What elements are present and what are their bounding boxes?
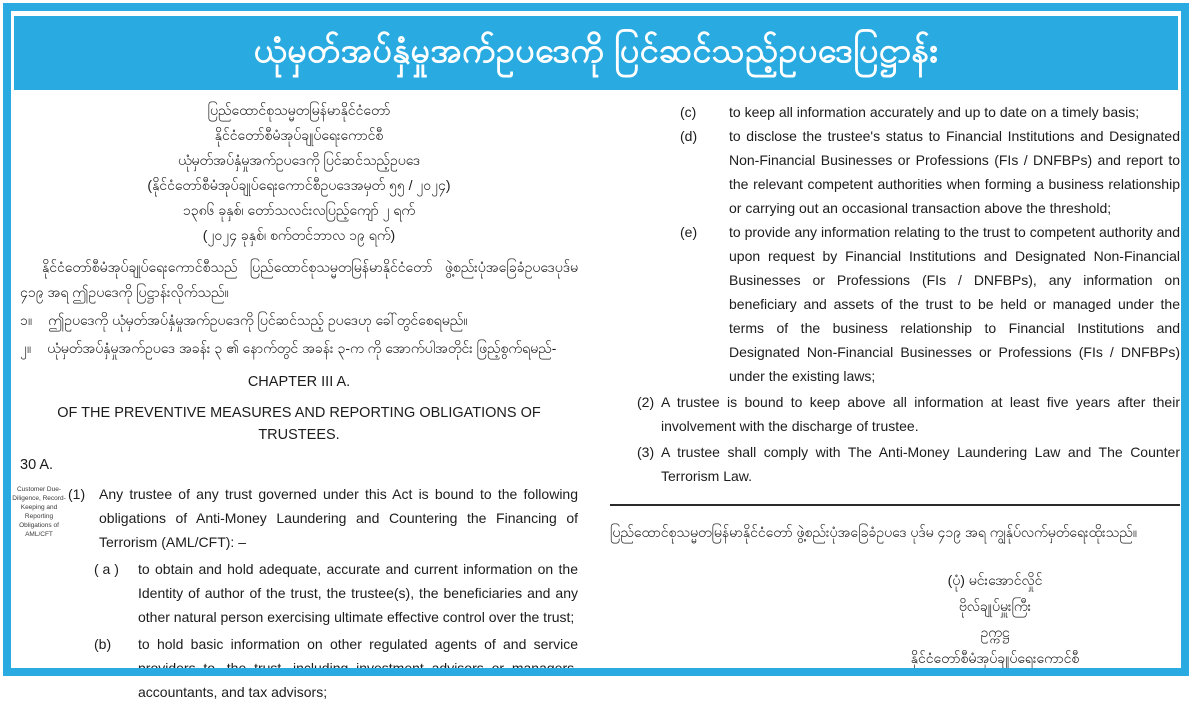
clause-text: A trustee is bound to keep above all information at least five years after their involvement with the discharge of trustee. xyxy=(661,394,1180,434)
right-column xyxy=(610,98,1180,671)
heading-line-law-title: ယုံမှတ်အပ်နှံမှုအက်ဥပဒေကို ပြင်ဆင်သည့်ဥပဒေ xyxy=(177,152,421,168)
lettered-item-b xyxy=(20,632,578,704)
list-item-1 xyxy=(20,308,578,333)
lettered-item-c xyxy=(610,100,1180,124)
item-text: to disclose the trustee's status to Financial Institutions and Designated Non-Financial Businesses or Professions (FIs / DNFBPs) and report to the relevant competent authorities when forming a business relationship or carrying out an occasional transaction above the threshold; xyxy=(729,128,1180,216)
item-marker: (b) xyxy=(94,636,112,652)
clause-text: Any trustee of any trust governed under this Act is bound to the following obligations of Anti-Money Laundering and Countering the Financing of Terrorism (AML/CFT): – xyxy=(99,486,578,550)
item-text: to obtain and hold adequate, accurate and current information on the Identity of author of the trust, the trustee(s), the beneficiaries and any other natural person exercising ultimate effective control over the trust; xyxy=(138,561,578,625)
lettered-item-e xyxy=(610,220,1180,388)
item-marker: ( a ) xyxy=(94,561,119,577)
clause-1 xyxy=(12,482,578,554)
heading-line-law-number: (နိုင်ငံတော်စီမံအုပ်ချုပ်ရေးကောင်စီဥပဒေအမှတ် ၅၅ / ၂၀၂၄) xyxy=(147,177,451,193)
left-column xyxy=(12,98,578,704)
clause-2 xyxy=(610,390,1180,438)
signature-rank: ဗိုလ်ချုပ်မှူးကြီး xyxy=(958,598,1032,614)
clause-text: A trustee shall comply with The Anti-Money Laundering Law and The Counter Terrorism Law. xyxy=(661,444,1180,484)
title-banner xyxy=(14,16,1178,90)
item-marker: ၁။ xyxy=(20,312,33,328)
divider-rule xyxy=(610,504,1180,506)
clause-marker: (2) xyxy=(637,394,655,410)
item-text: to keep all information accurately and up to date on a timely basis; xyxy=(729,104,1140,120)
signature-title: ဥက္ကဋ္ဌ xyxy=(980,624,1010,640)
heading-line-burmese-date: ၁၃၈၆ ခုနှစ်၊ တော်သလင်းလပြည့်ကျော် ၂ ရက် xyxy=(182,202,416,218)
clause-3 xyxy=(610,440,1180,488)
chapter-subheading: OF THE PREVENTIVE MEASURES AND REPORTING OBLIGATIONS OF TRUSTEES. xyxy=(57,405,541,443)
heading-line-country: ပြည်ထောင်စုသမ္မတမြန်မာနိုင်ငံတော် xyxy=(207,102,391,118)
chapter-heading: CHAPTER III A. xyxy=(247,374,351,390)
item-marker: ၂။ xyxy=(20,340,32,356)
margin-note: Customer Due-Diligence, Record-Keeping and Reporting Obligations of AML/CFT xyxy=(12,486,66,538)
section-number: 30 A. xyxy=(20,457,54,473)
signature-name: (ပုံ) မင်းအောင်လှိုင် xyxy=(947,572,1043,588)
heading-line-gregorian-date: (၂၀၂၄ ခုနှစ်၊ စက်တင်ဘာလ ၁၉ ရက်) xyxy=(202,227,396,243)
heading-line-council: နိုင်ငံတော်စီမံအုပ်ချုပ်ရေးကောင်စီ xyxy=(214,127,384,143)
item-marker: (d) xyxy=(680,128,698,144)
item-marker: (e) xyxy=(680,224,698,240)
signing-paragraph: ပြည်ထောင်စုသမ္မတမြန်မာနိုင်ငံတော် ဖွဲ့စည်းပုံအခြေခံဥပဒေ ပုဒ်မ ၄၁၉ အရ ကျွန်ုပ်လက်မှတ်ရေးထိုးသည်။ xyxy=(610,524,1137,540)
heading-block xyxy=(20,98,578,248)
signature-organization: နိုင်ငံတော်စီမံအုပ်ချုပ်ရေးကောင်စီ xyxy=(910,650,1080,666)
item-text: ဤဥပဒေကို ယုံမှတ်အပ်နှံမှုအက်ဥပဒေကို ပြင်ဆင်သည့် ဥပဒေဟု ခေါ်တွင်စေရမည်။ xyxy=(48,312,468,328)
document-body xyxy=(12,98,1180,700)
lettered-item-a xyxy=(20,557,578,629)
clause-marker: (3) xyxy=(637,444,655,460)
item-marker: (c) xyxy=(680,104,697,120)
signature-block xyxy=(854,567,1136,671)
page-title: ယုံမှတ်အပ်နှံမှုအက်ဥပဒေကို ပြင်ဆင်သည့်ဥပဒေပြဋ္ဌာန်း xyxy=(253,31,939,70)
item-text: ယုံမှတ်အပ်နှံမှုအက်ဥပဒေ အခန်း ၃ ၏ နောက်တွင် အခန်း ၃-က ကို အောက်ပါအတိုင်း ဖြည့်စွက်ရမည်- xyxy=(47,340,557,356)
enacting-paragraph: နိုင်ငံတော်စီမံအုပ်ချုပ်ရေးကောင်စီသည် ပြည်ထောင်စုသမ္မတမြန်မာနိုင်ငံတော် ဖွဲ့စည်းပုံအခြေခံဥပဒေပုဒ်မ ၄၁၉ အရ ဤဥပဒေကို ပြဋ္ဌာန်းလိုက်သည်။ xyxy=(20,259,578,300)
item-text: to hold basic information on other regulated agents of and service providers to, the trust, including investment advisors or managers, accountants, and tax advisors; xyxy=(138,636,578,700)
item-text: to provide any information relating to the trust to competent authority and upon request by Financial Institutions and Designated Non-Financial Businesses or Professions (FIs / DNFBPs), any information on beneficiary and assets of the trust to be held or managed under the terms of the business relationship to Financial Institutions and Designated Non-Financial Businesses or Professions (FIs / DNFBPs) under the existing laws; xyxy=(729,224,1180,384)
clause-marker: (1) xyxy=(68,486,86,502)
list-item-2 xyxy=(20,336,578,361)
lettered-item-d xyxy=(610,124,1180,220)
